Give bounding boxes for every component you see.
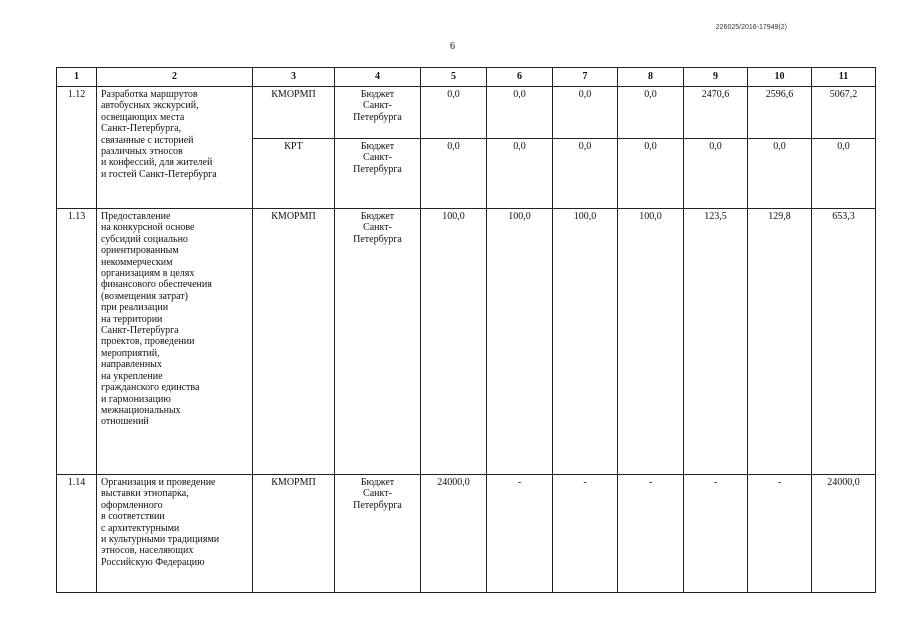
value-col-5: 24000,0 <box>421 475 487 593</box>
value-col-9: 2470,6 <box>684 87 748 139</box>
title-line: этносов, населяющих <box>101 545 194 557</box>
value-col-11: 653,3 <box>812 209 876 475</box>
header-row <box>57 68 876 87</box>
col-header-8: 8 <box>618 68 684 87</box>
col-header-7: 7 <box>553 68 618 87</box>
budget-table <box>56 67 876 593</box>
title-line: субсидий социально <box>101 233 188 245</box>
title-line: и гармонизацию <box>101 393 171 405</box>
executor: КМОРМП <box>253 475 335 593</box>
col-header-1: 1 <box>57 68 97 87</box>
budget-line: Петербурга <box>353 163 402 175</box>
budget-line: Бюджет <box>360 211 395 222</box>
funding-source <box>335 87 421 139</box>
col-header-2: 2 <box>97 68 253 87</box>
col-header-11: 11 <box>812 68 876 87</box>
title-line: на территории <box>101 313 163 325</box>
title-line: на конкурсной основе <box>101 222 195 234</box>
value-col-6: 0,0 <box>487 139 553 209</box>
title-line: Разработка маршрутов <box>101 89 198 100</box>
row-title <box>97 209 253 475</box>
budget-line: Петербурга <box>353 499 402 511</box>
executor: КМОРМП <box>253 87 335 139</box>
executor: КМОРМП <box>253 209 335 475</box>
title-line: выставки этнопарка, <box>101 488 189 500</box>
title-line: (возмещения затрат) <box>101 290 189 302</box>
value-col-10: 129,8 <box>748 209 812 475</box>
col-header-9: 9 <box>684 68 748 87</box>
col-header-5: 5 <box>421 68 487 87</box>
budget-line: Санкт- <box>363 100 392 112</box>
title-line: направленных <box>101 359 162 371</box>
budget-line: Санкт- <box>363 152 392 164</box>
budget-line: Бюджет <box>360 89 395 100</box>
value-col-10: 0,0 <box>748 139 812 209</box>
document-number: 226025/2016-17949(2) <box>715 24 787 31</box>
title-line: освещающих места <box>101 111 185 123</box>
title-line: автобусных экскурсий, <box>101 100 199 112</box>
title-line: отношений <box>101 416 149 428</box>
title-line: Санкт-Петербурга <box>101 325 179 337</box>
value-col-9: 123,5 <box>684 209 748 475</box>
value-col-7: 0,0 <box>553 139 618 209</box>
col-header-4: 4 <box>335 68 421 87</box>
table-row <box>57 475 876 593</box>
table-row <box>57 87 876 139</box>
row-number: 1.14 <box>57 475 97 593</box>
title-line: и культурными традициями <box>101 534 220 546</box>
title-line: Организация и проведение <box>101 477 216 488</box>
value-col-8: 100,0 <box>618 209 684 475</box>
row-number: 1.12 <box>57 87 97 209</box>
value-col-7: - <box>553 475 618 593</box>
col-header-6: 6 <box>487 68 553 87</box>
value-col-9: - <box>684 475 748 593</box>
value-col-11: 24000,0 <box>812 475 876 593</box>
title-line: Предоставление <box>101 211 171 222</box>
budget-line: Бюджет <box>360 477 395 488</box>
title-line: и конфессий, для жителей <box>101 157 213 169</box>
row-title <box>97 475 253 593</box>
value-col-5: 0,0 <box>421 87 487 139</box>
title-line: Санкт-Петербурга, <box>101 123 182 135</box>
row-number: 1.13 <box>57 209 97 475</box>
budget-line: Петербурга <box>353 111 402 123</box>
budget-line: Санкт- <box>363 222 392 234</box>
title-line: оформленного <box>101 499 163 511</box>
value-col-7: 100,0 <box>553 209 618 475</box>
budget-line: Санкт- <box>363 488 392 500</box>
title-line: организациям в целях <box>101 268 195 280</box>
value-col-11: 0,0 <box>812 139 876 209</box>
executor: КРТ <box>253 139 335 209</box>
value-col-10: 2596,6 <box>748 87 812 139</box>
title-line: некоммерческим <box>101 256 173 268</box>
page-number: 6 <box>450 41 455 52</box>
value-col-8: 0,0 <box>618 87 684 139</box>
funding-source <box>335 139 421 209</box>
title-line: ориентированным <box>101 245 179 257</box>
value-col-5: 100,0 <box>421 209 487 475</box>
value-col-9: 0,0 <box>684 139 748 209</box>
value-col-7: 0,0 <box>553 87 618 139</box>
funding-source <box>335 209 421 475</box>
col-header-3: 3 <box>253 68 335 87</box>
title-line: в соответствии <box>101 511 165 523</box>
title-line: Российскую Федерацию <box>101 556 205 568</box>
value-col-10: - <box>748 475 812 593</box>
value-col-8: 0,0 <box>618 139 684 209</box>
title-line: на укрепление <box>101 370 163 382</box>
title-line: мероприятий, <box>101 347 160 359</box>
title-line: финансового обеспечения <box>101 279 212 291</box>
value-col-11: 5067,2 <box>812 87 876 139</box>
table-row <box>57 209 876 475</box>
title-line: при реализации <box>101 302 169 314</box>
title-line: гражданского единства <box>101 382 200 394</box>
value-col-8: - <box>618 475 684 593</box>
title-line: проектов, проведении <box>101 336 195 348</box>
budget-line: Петербурга <box>353 233 402 245</box>
budget-line: Бюджет <box>360 141 395 152</box>
value-col-5: 0,0 <box>421 139 487 209</box>
row-title <box>97 87 253 209</box>
title-line: и гостей Санкт-Петербурга <box>101 168 217 180</box>
title-line: связанные с историей <box>101 134 194 146</box>
funding-source <box>335 475 421 593</box>
title-line: с архитектурными <box>101 522 180 534</box>
title-line: межнациональных <box>101 404 181 416</box>
col-header-10: 10 <box>748 68 812 87</box>
title-line: различных этносов <box>101 146 183 158</box>
value-col-6: - <box>487 475 553 593</box>
value-col-6: 100,0 <box>487 209 553 475</box>
value-col-6: 0,0 <box>487 87 553 139</box>
